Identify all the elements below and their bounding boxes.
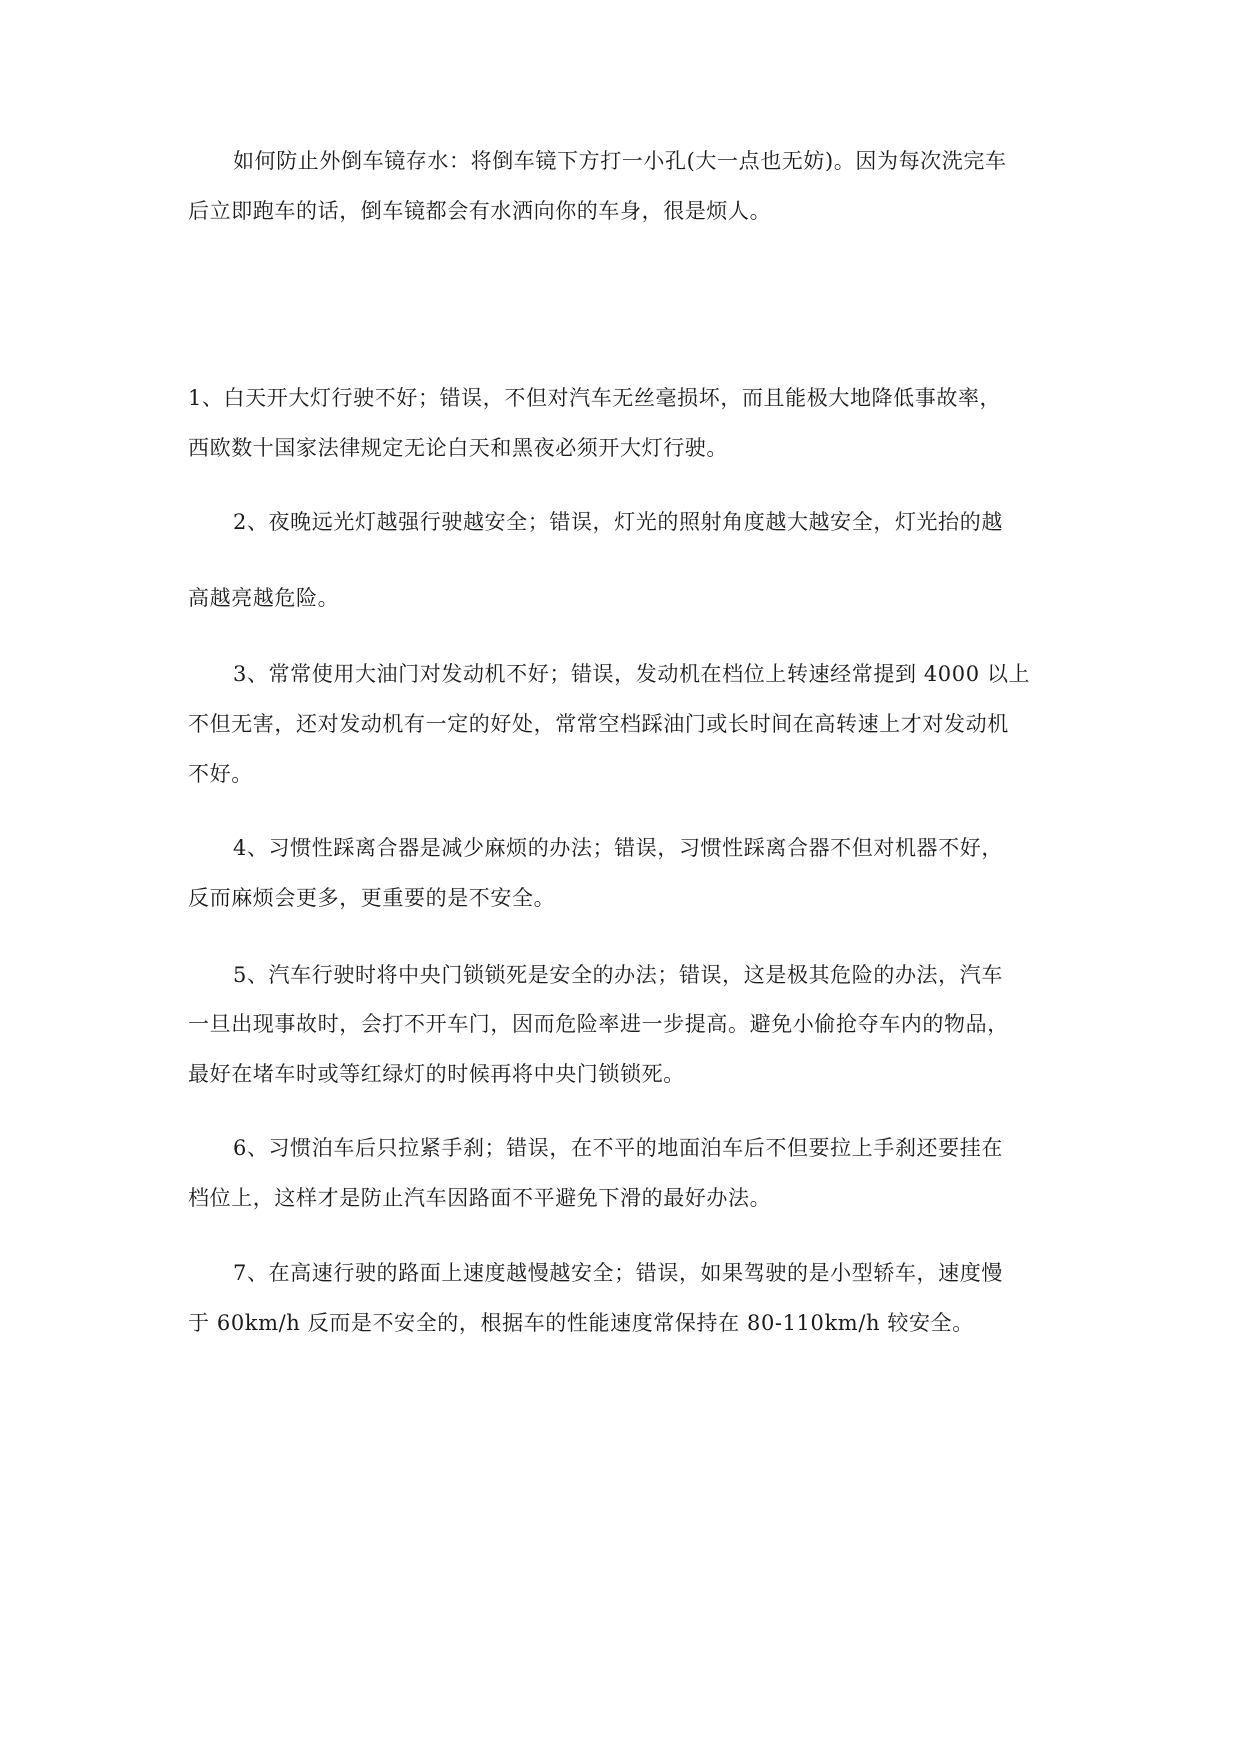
item-1-line-2: 西欧数十国家法律规定无论白天和黑夜必须开大灯行驶。 <box>188 436 728 460</box>
item-2-line-1: 2、夜晚远光灯越强行驶越安全；错误，灯光的照射角度越大越安全，灯光抬的越 <box>233 510 1003 534</box>
item-1-line-1: 1、白天开大灯行驶不好；错误，不但对汽车无丝毫损坏，而且能极大地降低事故率， <box>188 386 1002 410</box>
item-4-line-2: 反而麻烦会更多，更重要的是不安全。 <box>188 886 556 910</box>
item-5-line-3: 最好在堵车时或等红绿灯的时候再将中央门锁锁死。 <box>188 1062 685 1086</box>
intro-line-1: 如何防止外倒车镜存水：将倒车镜下方打一小孔(大一点也无妨)。因为每次洗完车 <box>233 149 1007 173</box>
item-5-line-2: 一旦出现事故时，会打不开车门，因而危险率进一步提高。避免小偷抢夺车内的物品， <box>188 1012 1009 1036</box>
item-7-line-1: 7、在高速行驶的路面上速度越慢越安全；错误，如果驾驶的是小型轿车，速度慢 <box>233 1261 1003 1285</box>
item-3-line-1: 3、常常使用大油门对发动机不好；错误，发动机在档位上转速经常提到 4000 以上 <box>233 662 1031 686</box>
item-7-line-2: 于 60km/h 反而是不安全的，根据车的性能速度常保持在 80-110km/h 较安全。 <box>188 1311 974 1335</box>
intro-line-2: 后立即跑车的话，倒车镜都会有水洒向你的车身，很是烦人。 <box>188 199 772 223</box>
item-6-line-1: 6、习惯泊车后只拉紧手刹；错误，在不平的地面泊车后不但要拉上手刹还要挂在 <box>233 1136 1003 1160</box>
item-5-line-1: 5、汽车行驶时将中央门锁锁死是安全的办法；错误，这是极其危险的办法，汽车 <box>233 963 1003 987</box>
item-3-line-3: 不好。 <box>188 762 253 786</box>
item-2-line-2: 高越亮越危险。 <box>188 586 340 610</box>
item-6-line-2: 档位上，这样才是防止汽车因路面不平避免下滑的最好办法。 <box>188 1186 772 1210</box>
item-4-line-1: 4、习惯性踩离合器是减少麻烦的办法；错误，习惯性踩离合器不但对机器不好， <box>233 836 1003 860</box>
item-3-line-2: 不但无害，还对发动机有一定的好处，常常空档踩油门或长时间在高转速上才对发动机 <box>188 712 1009 736</box>
